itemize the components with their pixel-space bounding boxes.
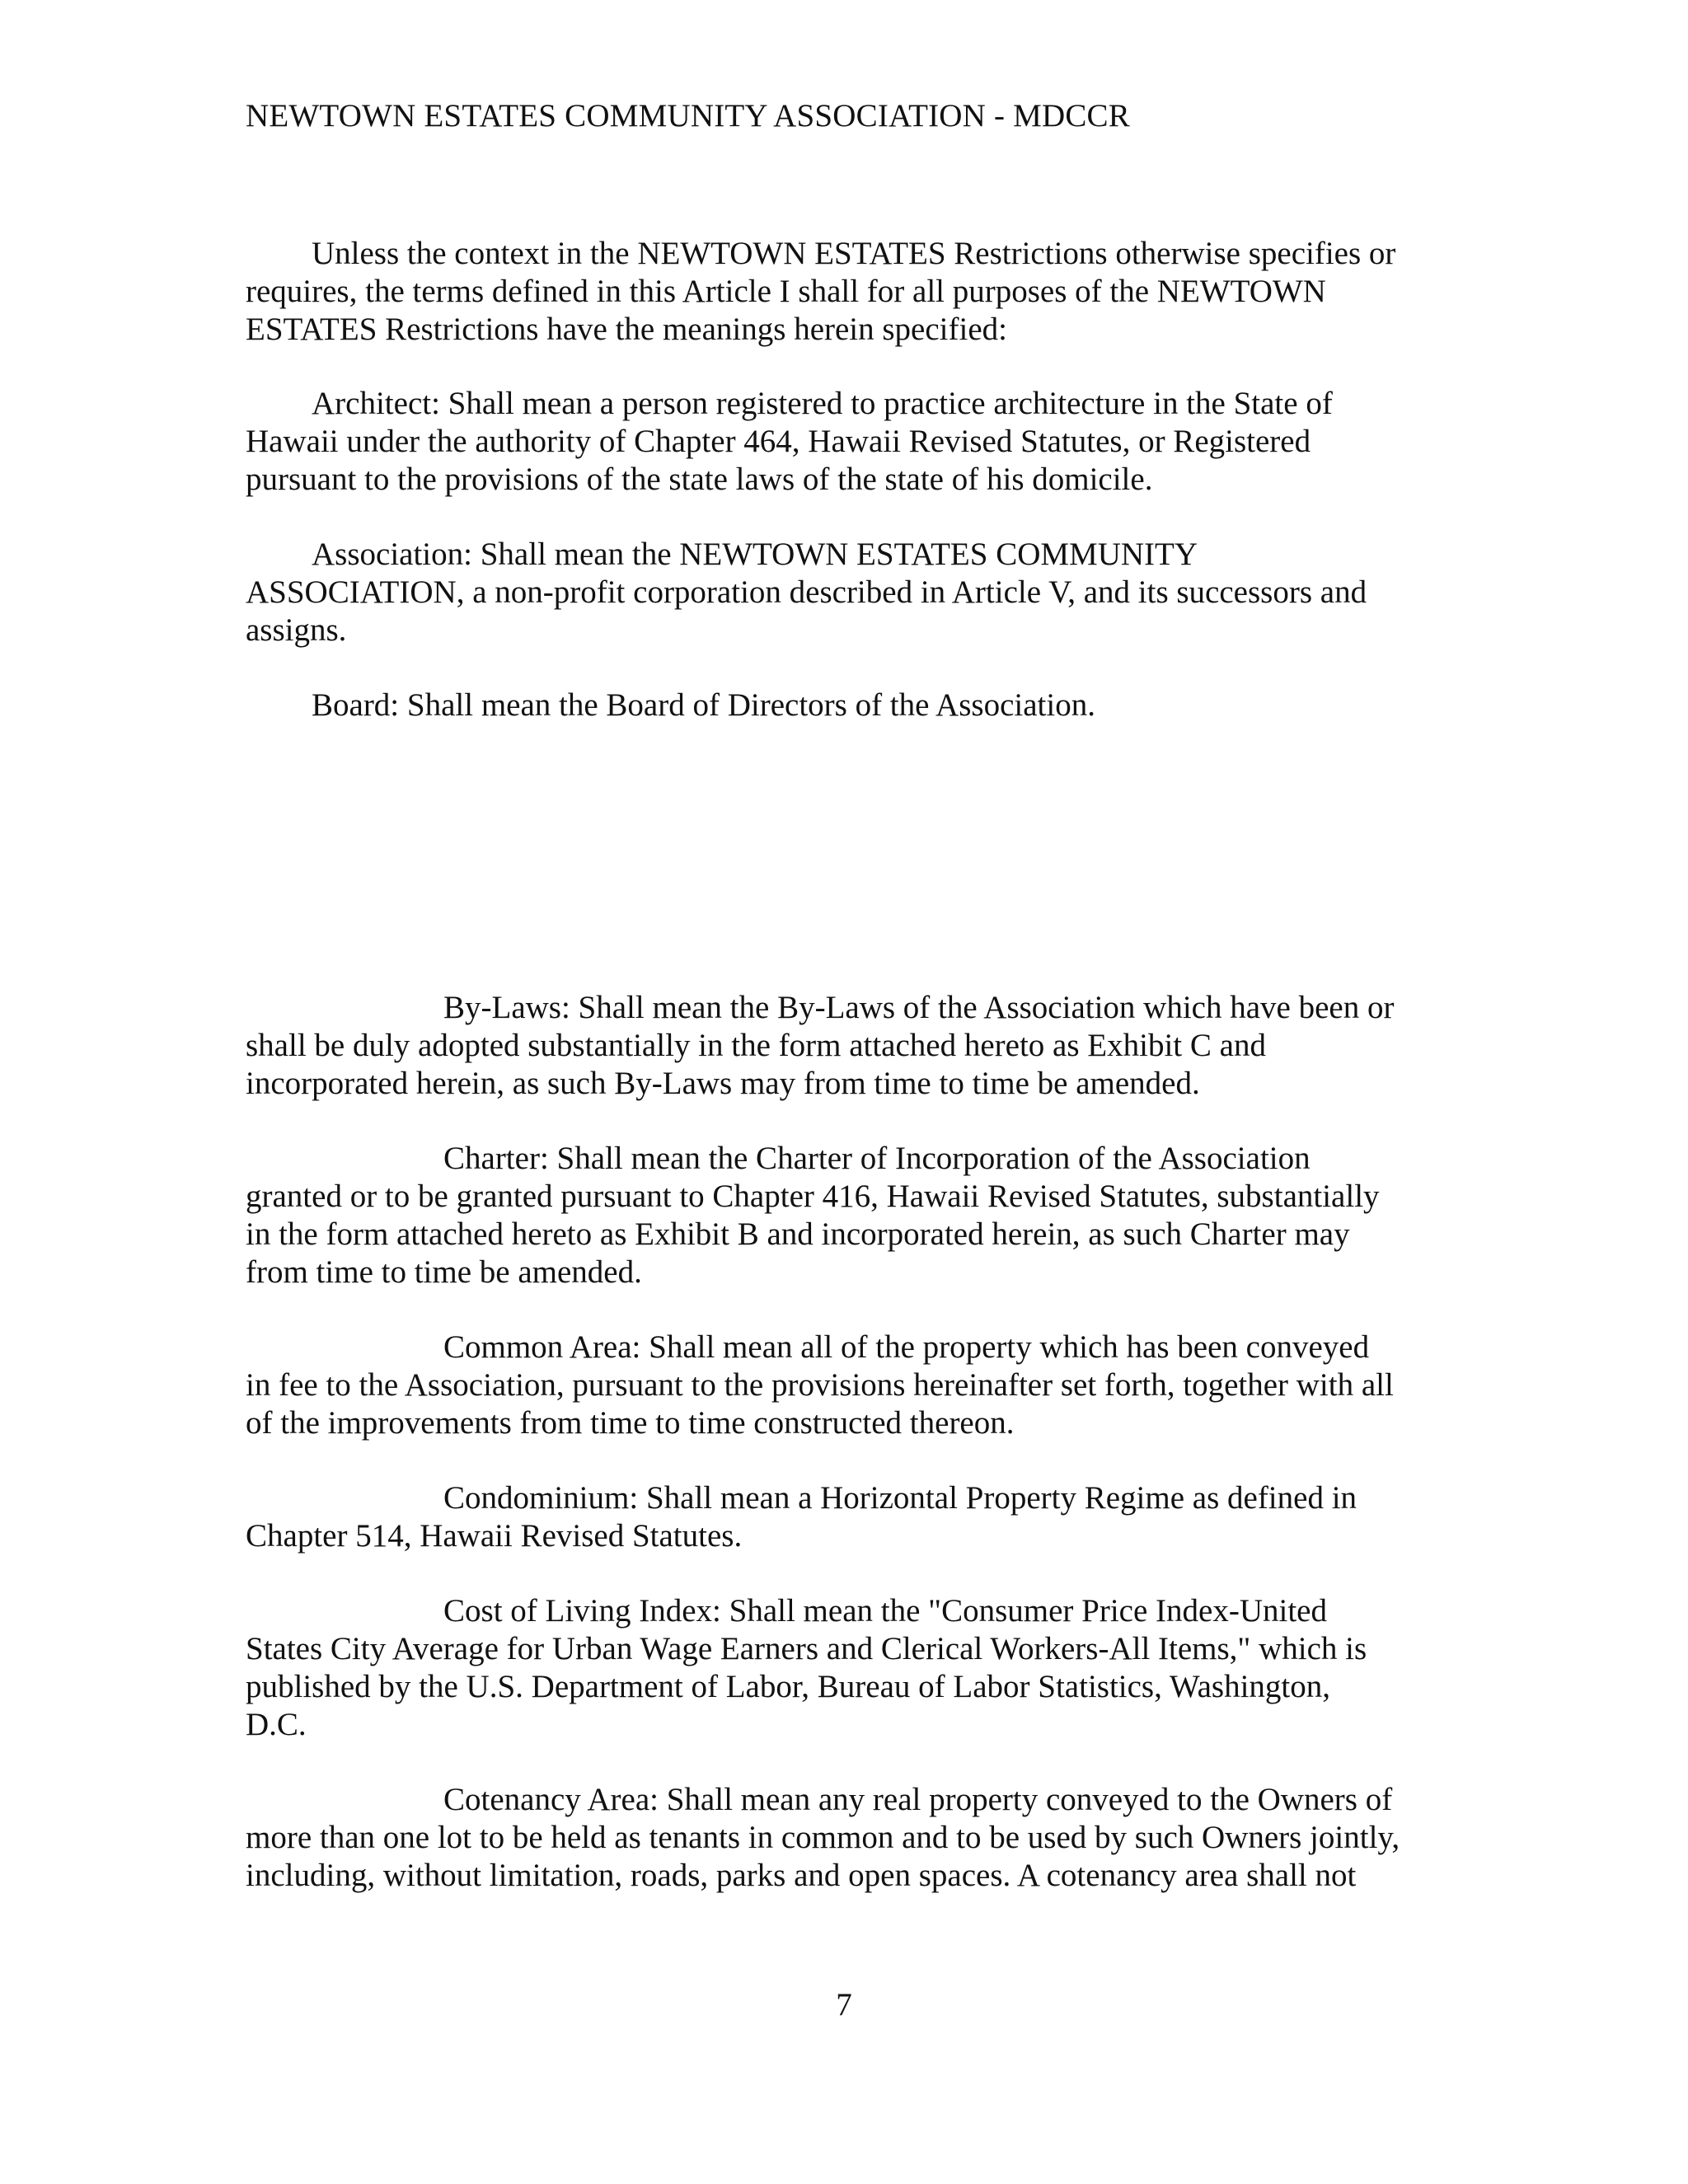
definition-cost-of-living-index <box>246 1592 1441 1744</box>
paragraph-line: Cotenancy Area: Shall mean any real property conveyed to the Owners of <box>443 1782 1393 1817</box>
paragraph-line: Board: Shall mean the Board of Directors of the Association. <box>312 687 1095 723</box>
paragraph-line: ESTATES Restrictions have the meanings herein specified: <box>246 312 1007 347</box>
definition-condominium <box>246 1479 1441 1555</box>
document-header: NEWTOWN ESTATES COMMUNITY ASSOCIATION - MDCCR <box>246 98 1130 134</box>
paragraph-line: Condominium: Shall mean a Horizontal Property Regime as defined in <box>443 1480 1357 1516</box>
paragraph-line: By-Laws: Shall mean the By-Laws of the Association which have been or <box>443 990 1395 1025</box>
paragraph-line: pursuant to the provisions of the state laws of the state of his domicile. <box>246 462 1153 497</box>
paragraph-line: D.C. <box>246 1707 307 1742</box>
paragraph-line: more than one lot to be held as tenants in common and to be used by such Owners jointly, <box>246 1820 1400 1855</box>
paragraph-line: including, without limitation, roads, parks and open spaces. A cotenancy area shall not <box>246 1858 1357 1893</box>
paragraph-line: shall be duly adopted substantially in the form attached hereto as Exhibit C and <box>246 1028 1266 1063</box>
paragraph-line: Unless the context in the NEWTOWN ESTATES Restrictions otherwise specifies or <box>312 236 1396 271</box>
paragraph-line: incorporated herein, as such By-Laws may from time to time be amended. <box>246 1066 1200 1101</box>
paragraph-line: requires, the terms defined in this Article I shall for all purposes of the NEWTOWN <box>246 274 1326 309</box>
definition-architect <box>246 385 1441 499</box>
definition-by-laws <box>246 989 1441 1103</box>
paragraph-line: ASSOCIATION, a non-profit corporation described in Article V, and its successors and <box>246 574 1367 610</box>
definition-board <box>246 687 1441 724</box>
definition-association <box>246 536 1441 649</box>
paragraph-line: published by the U.S. Department of Labor, Bureau of Labor Statistics, Washington, <box>246 1669 1331 1704</box>
paragraph-line: Charter: Shall mean the Charter of Incorporation of the Association <box>443 1141 1311 1176</box>
paragraph-line: Association: Shall mean the NEWTOWN ESTATES COMMUNITY <box>312 537 1198 572</box>
paragraph-line: from time to time be amended. <box>246 1254 642 1290</box>
page-number: 7 <box>836 1987 852 2022</box>
paragraph-line: Common Area: Shall mean all of the property which has been conveyed <box>443 1329 1370 1365</box>
paragraph-line: States City Average for Urban Wage Earners and Clerical Workers-All Items," which is <box>246 1631 1367 1666</box>
paragraph-line: Cost of Living Index: Shall mean the "Consumer Price Index-United <box>443 1593 1327 1629</box>
paragraph-line: granted or to be granted pursuant to Chapter 416, Hawaii Revised Statutes, substantially <box>246 1179 1380 1214</box>
paragraph-line: in the form attached hereto as Exhibit B and incorporated herein, as such Charter may <box>246 1216 1350 1252</box>
paragraph-line: assigns. <box>246 612 347 648</box>
paragraph-line: Chapter 514, Hawaii Revised Statutes. <box>246 1518 743 1554</box>
definition-common-area <box>246 1329 1441 1442</box>
paragraph-line: Hawaii under the authority of Chapter 464, Hawaii Revised Statutes, or Registered <box>246 424 1311 459</box>
paragraph-line: of the improvements from time to time constructed thereon. <box>246 1405 1015 1441</box>
definition-charter <box>246 1140 1441 1291</box>
definition-cotenancy-area <box>246 1781 1441 1895</box>
paragraph-line: in fee to the Association, pursuant to the provisions hereinafter set forth, together with all <box>246 1367 1394 1403</box>
paragraph-line: Architect: Shall mean a person registered to practice architecture in the State of <box>312 386 1333 421</box>
intro-paragraph <box>246 235 1441 349</box>
